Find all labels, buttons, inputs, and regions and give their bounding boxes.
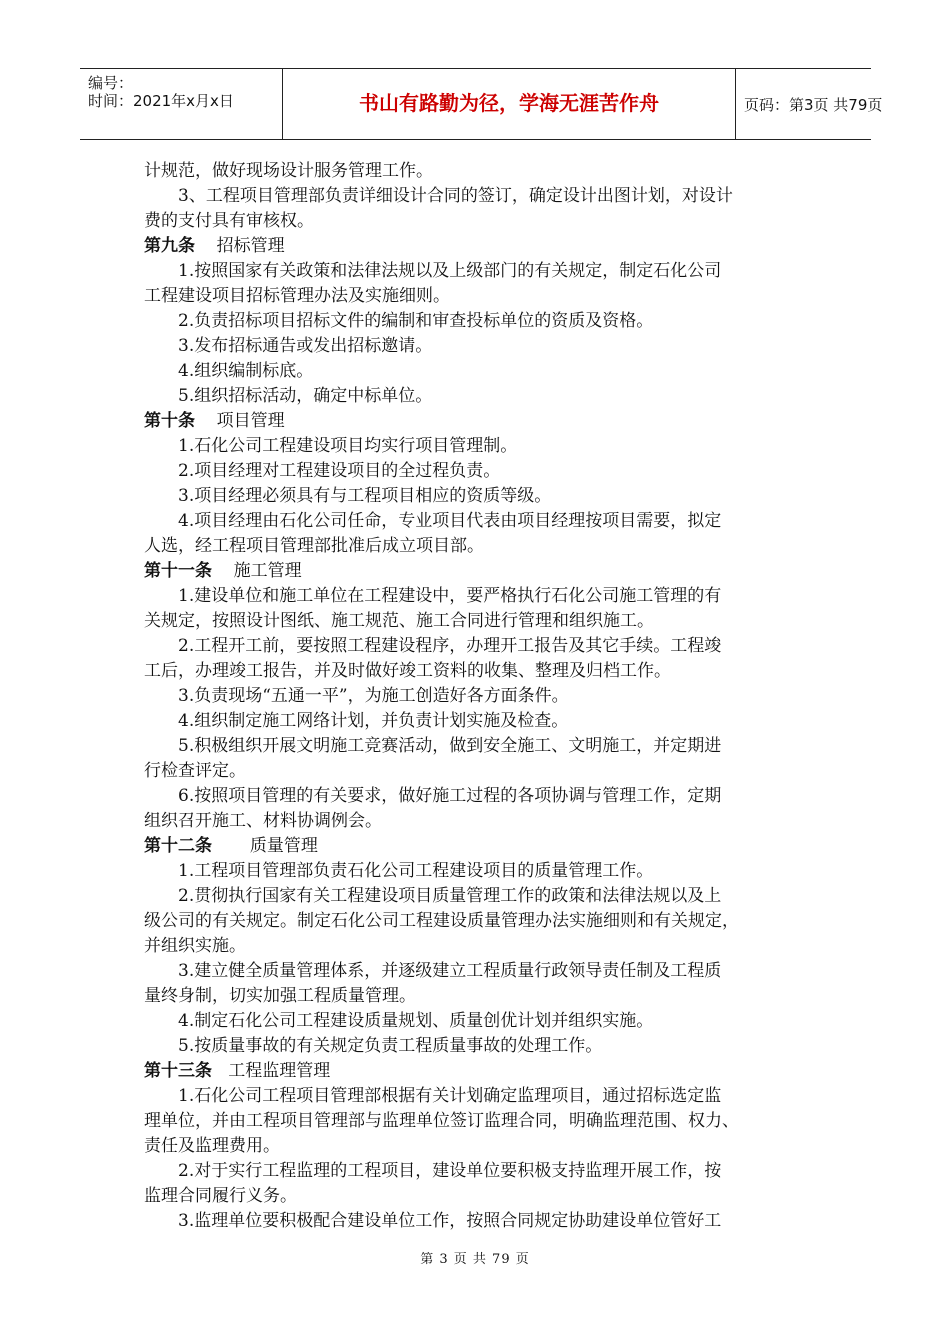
text-line: 4.项目经理由石化公司任命，专业项目代表由项目经理按项目需要，拟定 <box>178 511 722 531</box>
text-line: 4.组织编制标底。 <box>178 361 314 381</box>
article-number: 第十三条 <box>144 1061 212 1081</box>
header-info-cell <box>80 69 283 139</box>
text-line: 3.监理单位要积极配合建设单位工作，按照合同规定协助建设单位管好工 <box>178 1211 722 1231</box>
article-title: 项目管理 <box>216 411 285 431</box>
text-line: 3.发布招标通告或发出招标邀请。 <box>178 336 433 356</box>
article-heading <box>144 560 302 582</box>
header-motto-cell <box>283 69 736 139</box>
article-title: 招标管理 <box>216 236 285 256</box>
text-line: 责任及监理费用。 <box>144 1136 280 1156</box>
text-line: 4.组织制定施工网络计划，并负责计划实施及检查。 <box>178 711 569 731</box>
text-line: 2.对于实行工程监理的工程项目，建设单位要积极支持监理开展工作，按 <box>178 1161 722 1181</box>
text-line: 量终身制，切实加强工程质量管理。 <box>144 986 416 1006</box>
text-line: 4.制定石化公司工程建设质量规划、质量创优计划并组织实施。 <box>178 1011 654 1031</box>
text-line: 费的支付具有审核权。 <box>144 211 314 231</box>
text-line: 监理合同履行义务。 <box>144 1186 297 1206</box>
text-line: 3.建立健全质量管理体系，并逐级建立工程质量行政领导责任制及工程质 <box>178 961 722 981</box>
text-line: 5.积极组织开展文明施工竞赛活动，做到安全施工、文明施工，并定期进 <box>178 736 722 756</box>
document-date: 时间：2021年x月x日 <box>88 92 234 110</box>
text-line: 3、工程项目管理部负责详细设计合同的签订，确定设计出图计划，对设计 <box>178 186 733 206</box>
article-number: 第十条 <box>144 411 195 431</box>
article-heading <box>144 235 285 257</box>
page-footer: 第 3 页 共 79 页 <box>420 1252 530 1267</box>
text-line: 2.工程开工前，要按照工程建设程序，办理开工报告及其它手续。工程竣 <box>178 636 722 656</box>
text-line: 计规范，做好现场设计服务管理工作。 <box>144 161 433 181</box>
page-indicator: 页码：第3页 共79页 <box>744 96 883 114</box>
article-number: 第十二条 <box>144 836 212 856</box>
text-line: 理单位，并由工程项目管理部与监理单位签订监理合同，明确监理范围、权力、 <box>144 1111 739 1131</box>
text-line: 并组织实施。 <box>144 936 246 956</box>
text-line: 1.按照国家有关政策和法律法规以及上级部门的有关规定，制定石化公司 <box>178 261 722 281</box>
document-number: 编号： <box>88 74 134 92</box>
text-line: 工后，办理竣工报告，并及时做好竣工资料的收集、整理及归档工作。 <box>144 661 671 681</box>
text-line: 人选，经工程项目管理部批准后成立项目部。 <box>144 536 484 556</box>
text-line: 工程建设项目招标管理办法及实施细则。 <box>144 286 450 306</box>
article-title: 质量管理 <box>249 836 318 856</box>
text-line: 级公司的有关规定。制定石化公司工程建设质量管理办法实施细则和有关规定， <box>144 911 739 931</box>
text-line: 3.负责现场“五通一平”，为施工创造好各方面条件。 <box>178 686 569 706</box>
text-line: 关规定，按照设计图纸、施工规范、施工合同进行管理和组织施工。 <box>144 611 654 631</box>
text-line: 6.按照项目管理的有关要求，做好施工过程的各项协调与管理工作，定期 <box>178 786 722 806</box>
article-number: 第九条 <box>144 236 195 256</box>
header-page-cell <box>736 69 883 139</box>
text-line: 3.项目经理必须具有与工程项目相应的资质等级。 <box>178 486 552 506</box>
text-line: 组织召开施工、材料协调例会。 <box>144 811 382 831</box>
article-heading <box>144 835 318 857</box>
text-line: 行检查评定。 <box>144 761 246 781</box>
header-table <box>80 68 883 140</box>
article-title: 施工管理 <box>233 561 302 581</box>
text-line: 2.贯彻执行国家有关工程建设项目质量管理工作的政策和法律法规以及上 <box>178 886 722 906</box>
article-number: 第十一条 <box>144 561 212 581</box>
text-line: 5.按质量事故的有关规定负责工程质量事故的处理工作。 <box>178 1036 603 1056</box>
text-line: 2.项目经理对工程建设项目的全过程负责。 <box>178 461 501 481</box>
article-heading <box>144 410 285 432</box>
motto: 书山有路勤为径，学海无涯苦作舟 <box>359 91 659 115</box>
text-line: 1.石化公司工程项目管理部根据有关计划确定监理项目，通过招标选定监 <box>178 1086 722 1106</box>
text-line: 1.石化公司工程建设项目均实行项目管理制。 <box>178 436 518 456</box>
text-line: 1.建设单位和施工单位在工程建设中，要严格执行石化公司施工管理的有 <box>178 586 722 606</box>
text-line: 5.组织招标活动，确定中标单位。 <box>178 386 433 406</box>
article-title: 工程监理管理 <box>228 1061 331 1081</box>
text-line: 1.工程项目管理部负责石化公司工程建设项目的质量管理工作。 <box>178 861 654 881</box>
text-line: 2.负责招标项目招标文件的编制和审查投标单位的资质及资格。 <box>178 311 654 331</box>
article-heading <box>144 1060 330 1082</box>
